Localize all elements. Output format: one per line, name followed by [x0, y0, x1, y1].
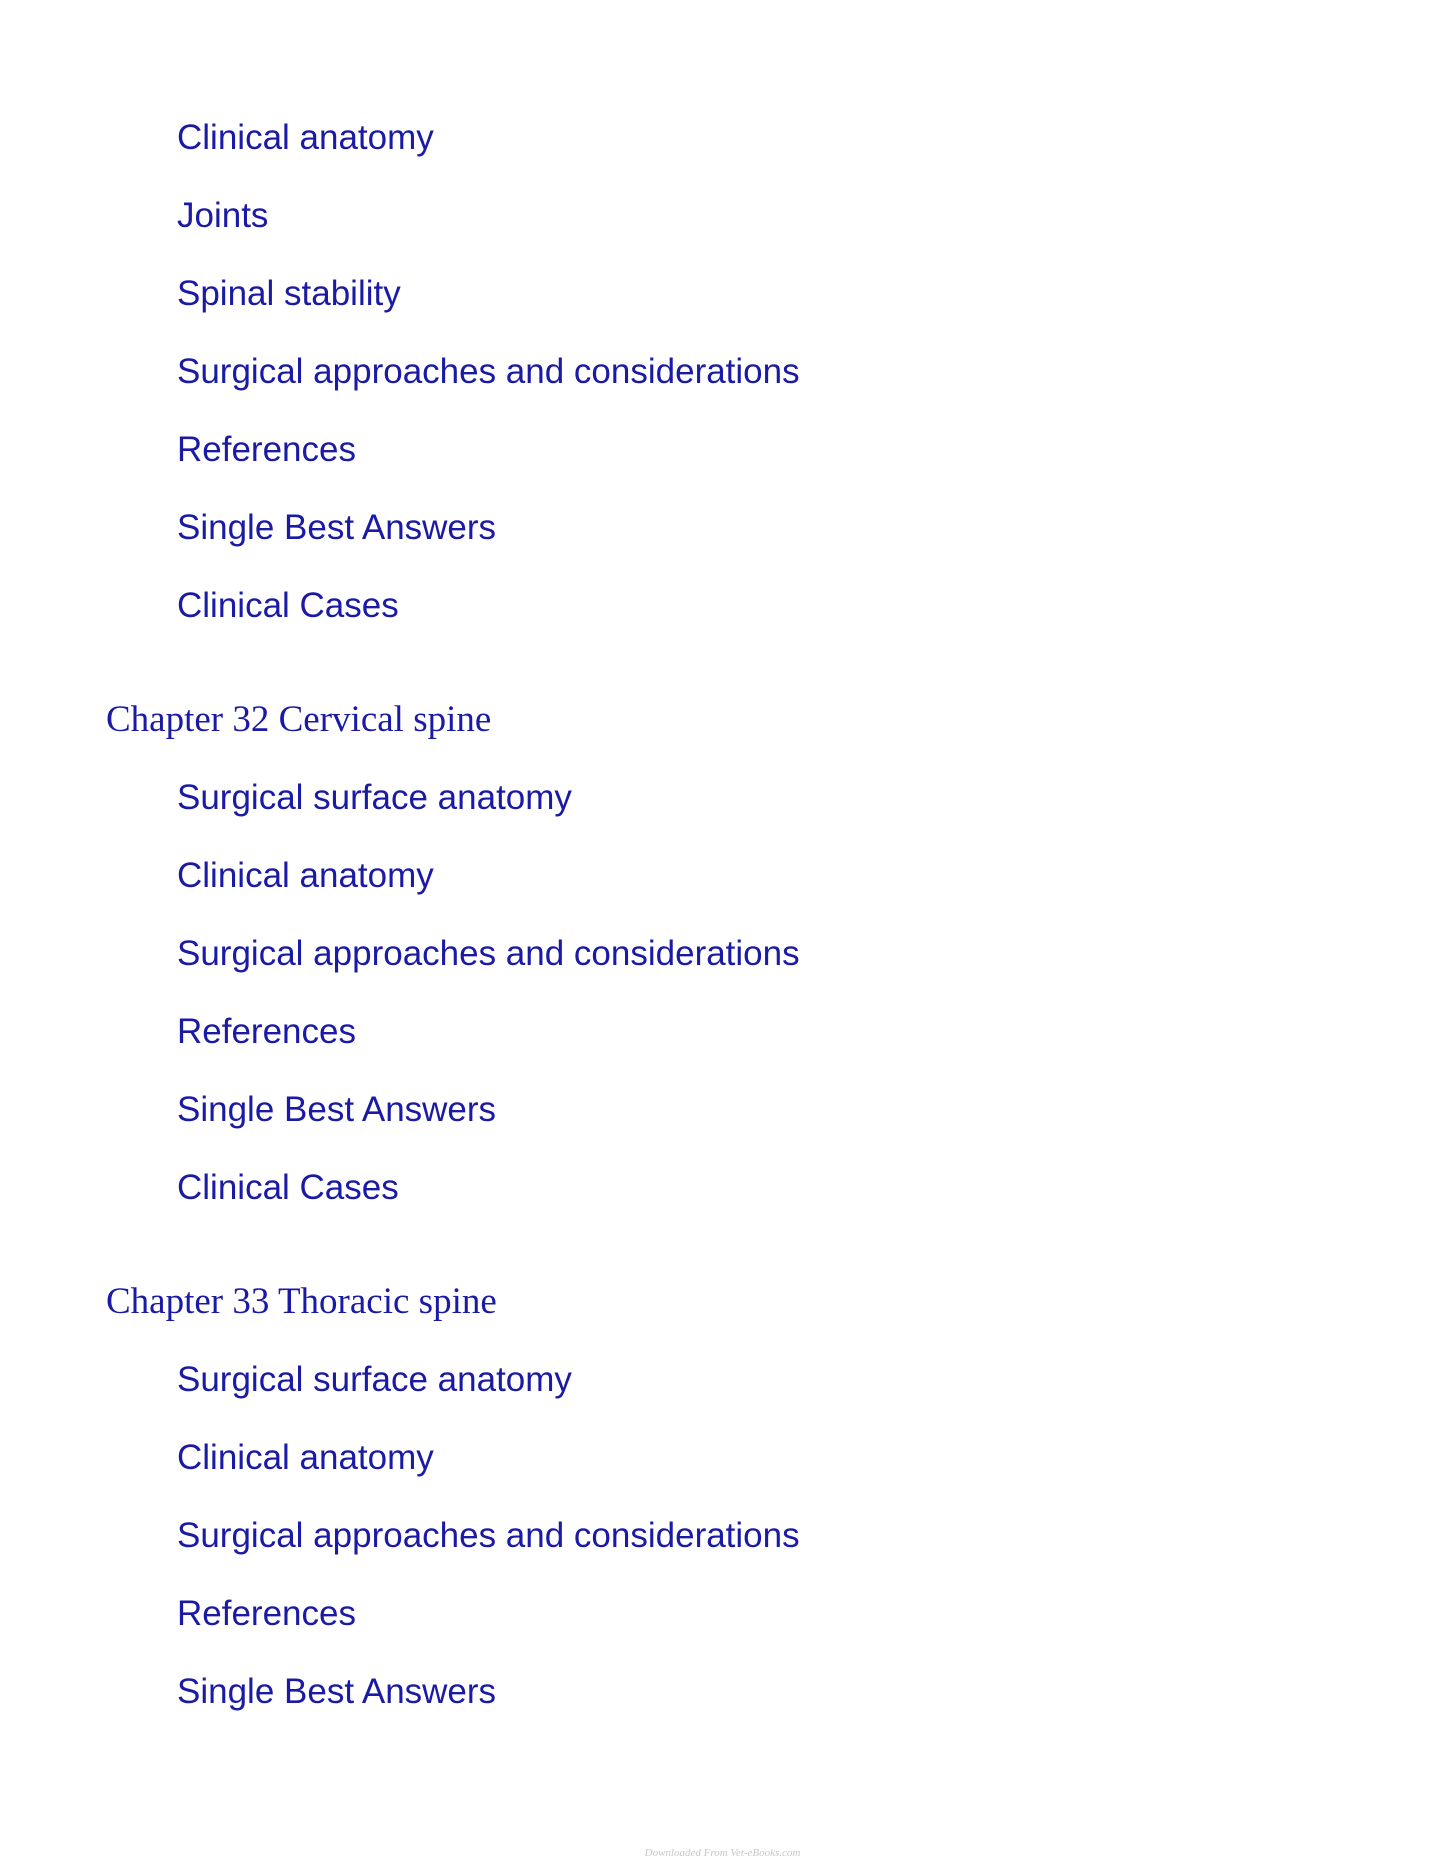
toc-chapter-33-title[interactable]: Chapter 33 Thoracic spine	[106, 1281, 497, 1322]
footer-watermark: Downloaded From Vet-eBooks.com	[644, 1847, 801, 1859]
toc-ch32-link-references[interactable]: References	[177, 1012, 356, 1051]
toc-ch32-link-surgical-surface-anatomy[interactable]: Surgical surface anatomy	[177, 778, 572, 817]
toc-link-surgical-approaches[interactable]: Surgical approaches and considerations	[177, 352, 800, 391]
toc-ch32-link-clinical-cases[interactable]: Clinical Cases	[177, 1168, 399, 1207]
toc-ch33-link-surgical-approaches[interactable]: Surgical approaches and considerations	[177, 1516, 800, 1555]
toc-ch33-link-single-best-answers[interactable]: Single Best Answers	[177, 1672, 497, 1711]
toc-ch33-link-references[interactable]: References	[177, 1594, 356, 1633]
toc-link-single-best-answers[interactable]: Single Best Answers	[177, 508, 497, 547]
toc-ch32-link-single-best-answers[interactable]: Single Best Answers	[177, 1090, 497, 1129]
toc-link-clinical-anatomy[interactable]: Clinical anatomy	[177, 118, 434, 157]
toc-link-references[interactable]: References	[177, 430, 356, 469]
toc-chapter-32-title[interactable]: Chapter 32 Cervical spine	[106, 699, 492, 740]
toc-ch32-link-surgical-approaches[interactable]: Surgical approaches and considerations	[177, 934, 800, 973]
toc-ch33-link-clinical-anatomy[interactable]: Clinical anatomy	[177, 1438, 434, 1477]
toc-ch32-link-clinical-anatomy[interactable]: Clinical anatomy	[177, 856, 434, 895]
toc-link-spinal-stability[interactable]: Spinal stability	[177, 274, 401, 313]
toc-link-joints[interactable]: Joints	[177, 196, 269, 235]
toc-ch33-link-surgical-surface-anatomy[interactable]: Surgical surface anatomy	[177, 1360, 572, 1399]
toc-link-clinical-cases[interactable]: Clinical Cases	[177, 586, 399, 625]
